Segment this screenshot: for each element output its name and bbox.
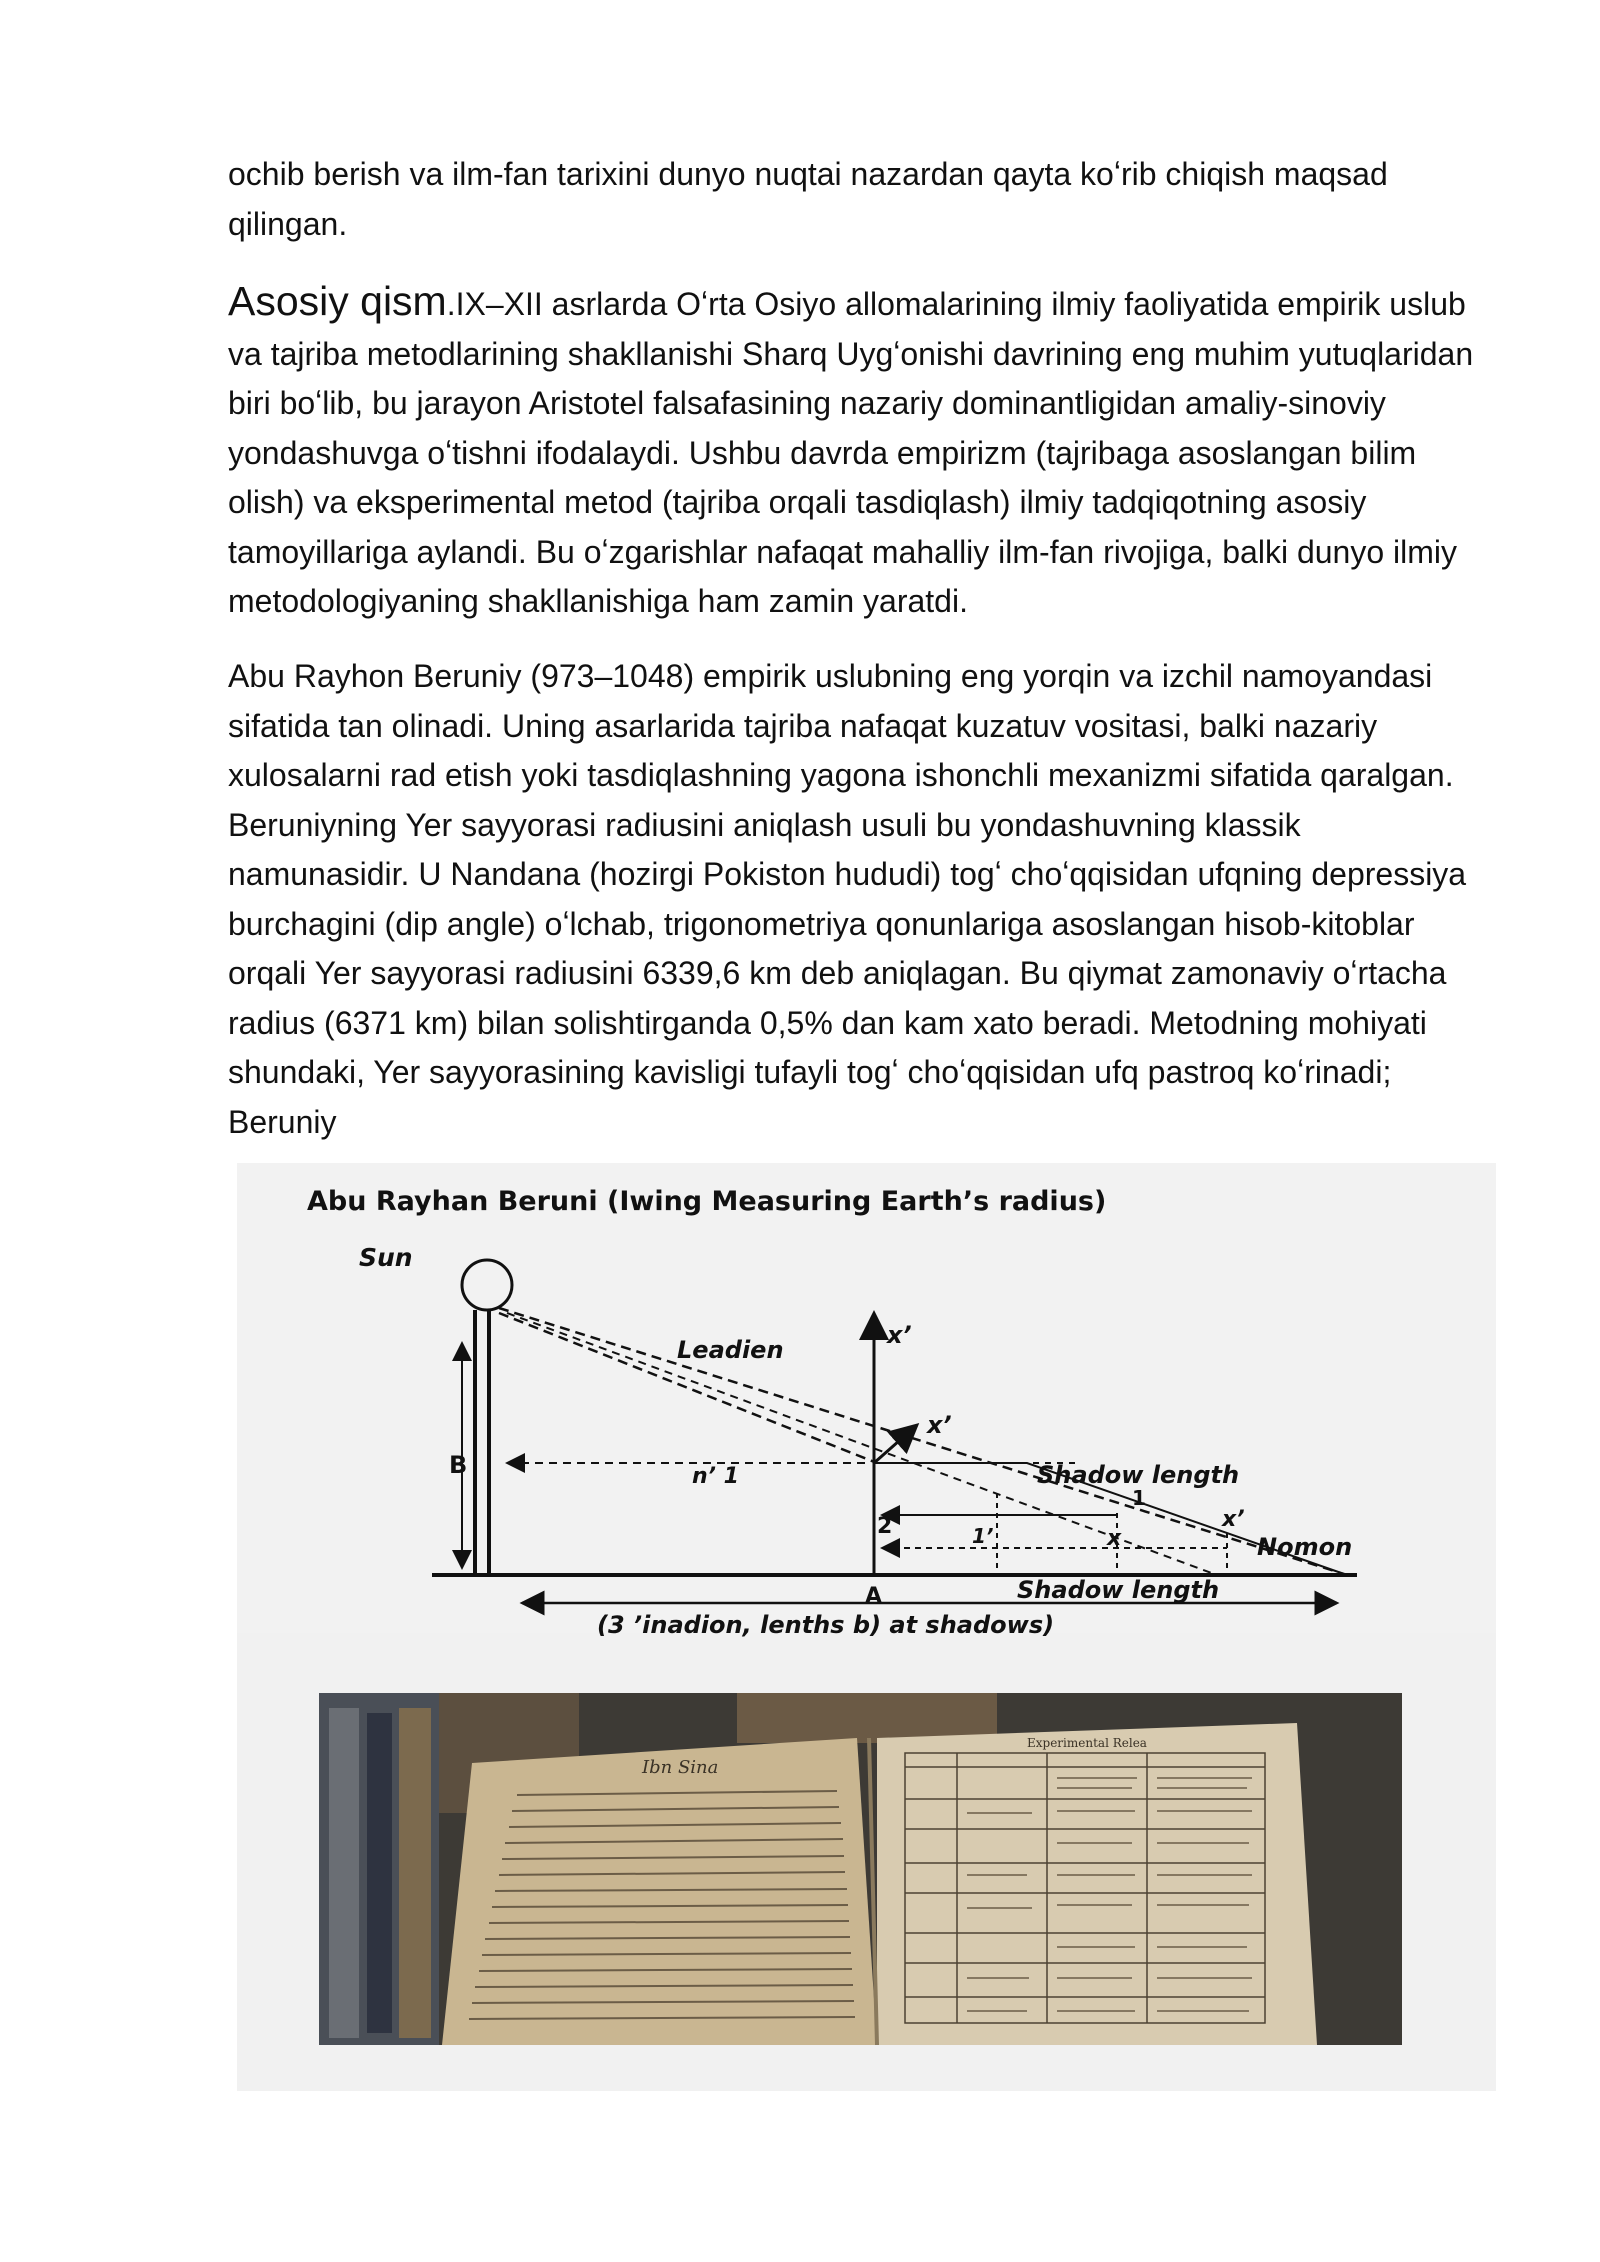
book-spine [399, 1708, 431, 2038]
sun-label: Sun [359, 1243, 413, 1272]
figure-block [237, 1163, 1496, 2091]
diagram-background [237, 1163, 1496, 1633]
book-spine [367, 1713, 392, 2033]
label-one-prime: 1’ [972, 1524, 994, 1548]
paragraph-main-part [228, 277, 1488, 627]
label-one: 1 [1132, 1486, 1146, 1510]
diagram-title: Abu Rayhan Beruni (Iwing Measuring Earth’s radius) [307, 1186, 1107, 1217]
label-n1: n’ 1 [692, 1464, 739, 1489]
label-a: A [865, 1584, 883, 1609]
label-x-prime-right: x’ [1222, 1507, 1245, 1532]
label-x: x [1107, 1526, 1122, 1551]
paragraph-beruniy: Abu Rayhon Beruniy (973–1048) empirik uslubning eng yorqin va izchil namoyandasi sifatida tan olinadi. Uning asarlarida tajriba nafaqat kuzatuv vositasi, balki nazariy xulosalarni rad etish yoki tasdiqlashning yagona ishonchli mexanizmi sifatida qaralgan. Beruniyning Yer sayyorasi radiusini aniqlash usuli bu yondashuvning klassik namunasidir. U Nandana (hozirgi Pokiston hududi) togʻ choʻqqisidan ufqning depressiya burchagini (dip angle) oʻlchab, trigonometriya qonunlariga asoslangan hisob-kitoblar orqali Yer sayyorasi radiusini 6339,6 km deb aniqlagan. Bu qiymat zamonaviy oʻrtacha radius (6371 km) bilan solishtirganda 0,5% dan kam xato beradi. Metodning mohiyati shundaki, Yer sayyorasining kavisligi tufayli togʻ choʻqqisidan ufq pastroq koʻrinadi; Beruniy [228, 658, 1467, 1140]
paragraph-main-part-text: .IX–XII asrlarda Oʻrta Osiyo allomalarining ilmiy faoliyatida empirik uslub va tajriba metodlarining shakllanishi Sharq Uygʻonishi davrining eng muhim yutuqlaridan biri boʻlib, bu jarayon Aristotel falsafasining nazariy dominantligidan amaliy-sinoviy yondashuvga oʻtishni ifodalaydi. Ushbu davrda empirizm (tajribaga asoslangan bilim olish) va eksperimental metod (tajriba orqali tasdiqlash) ilmiy tadqiqotning asosiy tamoyillariga aylandi. Bu oʻzgarishlar nafaqat mahalliy ilm-fan rivojiga, balki dunyo ilmiy metodologiyaning shakllanishiga ham zamin yaratdi. [228, 286, 1474, 619]
label-leadien: Leadien [677, 1336, 784, 1364]
label-two: 2 [877, 1514, 893, 1539]
label-x-prime-top: x’ [887, 1321, 912, 1349]
right-page-header: Experimental Relea [1027, 1736, 1147, 1750]
book-spine [329, 1708, 359, 2038]
section-heading: Asosiy qism [228, 278, 447, 324]
figure-svg [237, 1163, 1496, 2091]
book-photo [319, 1693, 1402, 2045]
paragraph-intro-end: ochib berish va ilm-fan tarixini dunyo nuqtai nazardan qayta koʻrib chiqish maqsad qilingan. [228, 156, 1388, 242]
label-x-prime-mid: x’ [927, 1411, 952, 1439]
left-page-heading: Ibn Sina [642, 1757, 719, 1778]
label-nomon: Nomon [1257, 1533, 1353, 1561]
label-shadow-length-upper: Shadow length [1037, 1461, 1240, 1489]
diagram-caption: (3 ’inadion, lenths b) at shadows) [597, 1611, 1055, 1639]
label-b: B [449, 1451, 468, 1479]
label-shadow-length-lower: Shadow length [1017, 1576, 1220, 1604]
